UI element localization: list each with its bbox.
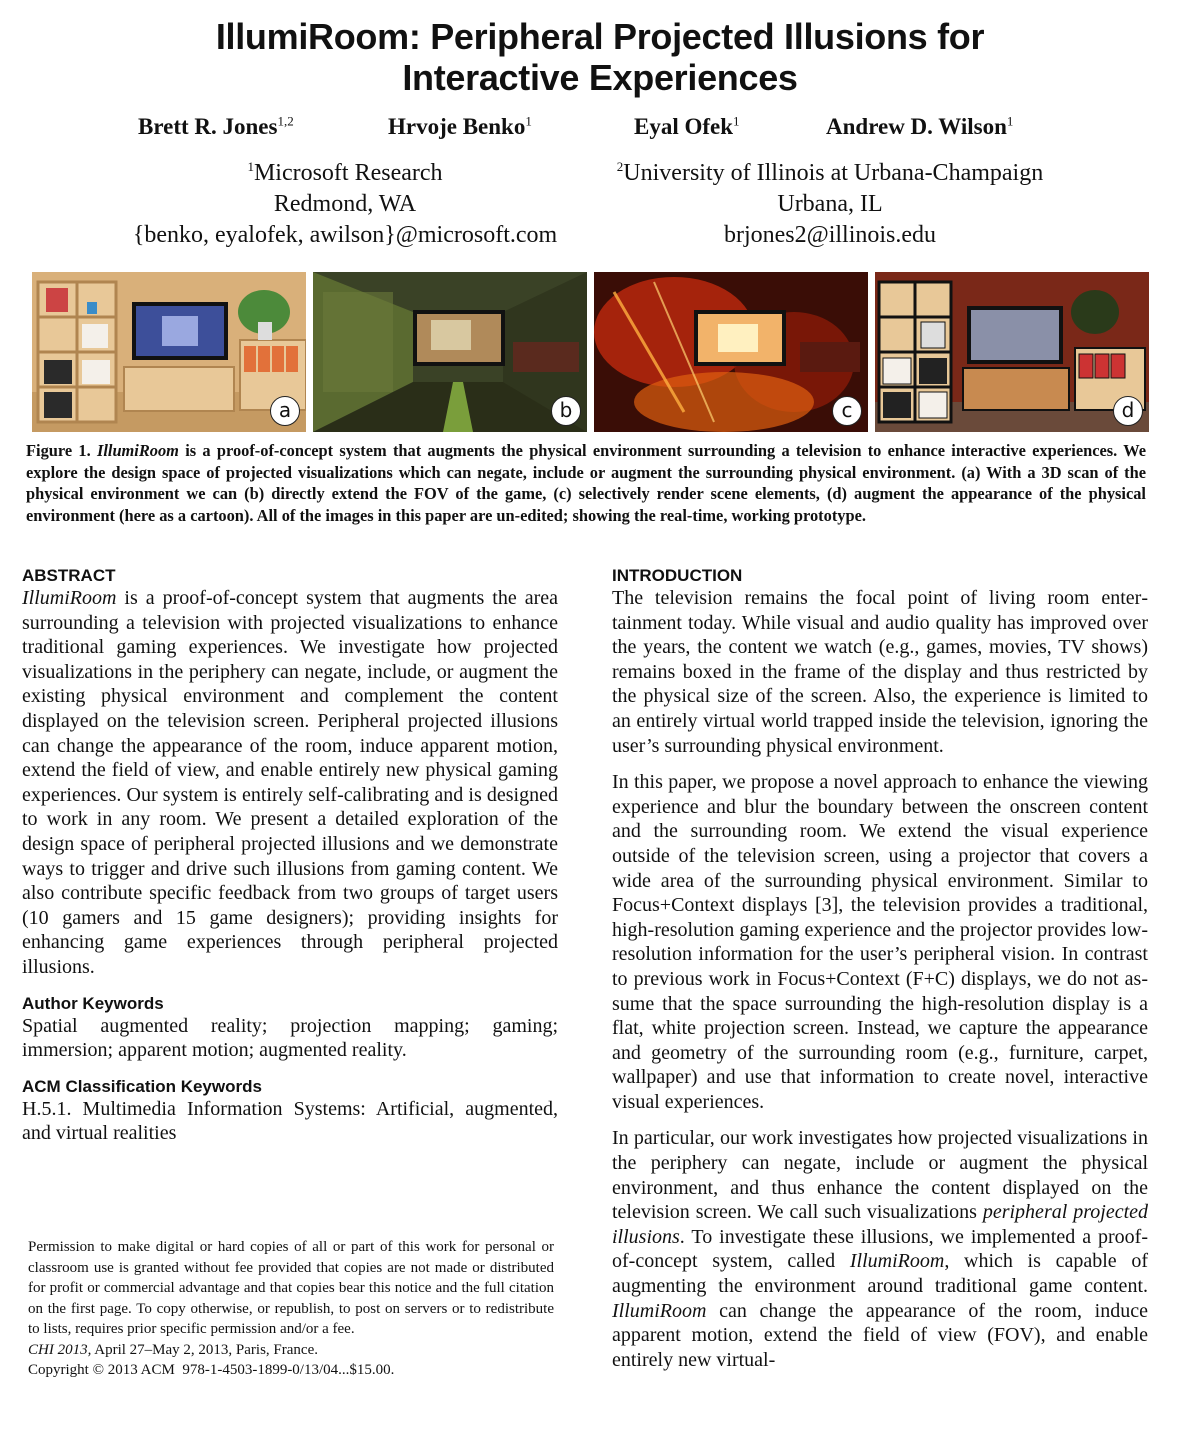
author-keywords-text: Spatial augmented reality; projection mapping; gaming; immersion; apparent motion; augmented reality. <box>22 1014 558 1062</box>
acm-keywords-text: H.5.1. Multimedia Information Systems: Artificial, augmented, and virtual realities <box>22 1097 558 1145</box>
abstract-heading: ABSTRACT <box>22 566 116 585</box>
intro-paragraph-2: In this paper, we propose a novel approach to enhance the viewing experience and blur the boundary between the onscreen content and the surrounding room. We extend the visual experience outside of the television screen, using a projector that covers a wide area of the surrounding physical environment. Similar to Focus+Context displays [3], the television provides a traditional, high-resolution gaming experience and the projector provides low-resolution information for the user’s peripheral vision. In contrast to previous work in Focus+Context (F+C) displays, we do not assume that the space surrounding the high-resolution display is a flat, white projection screen. Instead, we capture the appearance and geometry of the surrounding room (e.g., furniture, carpet, wallpaper) and use that information to create novel, interactive visual experiences. <box>612 771 1148 1113</box>
author-benko: Hrvoje Benko$^1$ <box>388 113 532 139</box>
left-column <box>22 566 558 1146</box>
introduction-heading: INTRODUCTION <box>612 566 743 585</box>
permission-text: Permission to make digital or hard copies of all or part of this work for personal or classroom use is granted without fee provided that copies are not made or distributed for profit or commercial advantage and that copies bear this notice and the full citation on the first page. To copy otherwise, or republish, to post on servers or to redistribute to lists, requires prior specific permission and/or a fee. <box>28 1239 554 1337</box>
author-wilson: Andrew D. Wilson$^1$ <box>826 113 1014 139</box>
permission-block <box>28 1237 554 1381</box>
author-keywords-heading: Author Keywords <box>22 993 164 1013</box>
figure-panel-d <box>875 272 1149 432</box>
panel-label-b: b <box>551 396 581 426</box>
figure-panel-a <box>32 272 306 432</box>
intro-paragraph-1: The television remains the focal point of living room entertainment today. While visual and audio quality has improved over the years, the content we watch (e.g., games, movies, TV shows) remains boxed in the frame of the display and thus restricted by the physical size of the screen. Also, the experience is limited to an entirely virtual world trapped inside the television, ignoring the user’s surrounding physical environment. <box>612 587 1148 757</box>
panel-label-a: a <box>270 396 300 426</box>
acm-keywords-heading: ACM Classification Keywords <box>22 1076 262 1096</box>
author-jones: Brett R. Jones$^{1,2}$ <box>138 113 294 139</box>
figure-1 <box>32 272 1142 432</box>
abstract-text: IllumiRoom is a proof-of-concept system that augments the area surrounding a television with projected visualizations to enhance traditional gaming experiences. We investigate how projected visualizations in the periphery can negate, include, or augment the existing physical environment and complement the content displayed on the television screen. Peripheral projected illusions can change the appearance of the room, induce apparent motion, extend the field of view, and enable entirely new physical gaming experiences. Our system is entirely self-calibrating and is designed to work in any room. We present a detailed exploration of the design space of peripheral projected illusions and we demonstrate ways to trigger and drive such illusions from gaming content. We also contribute specific feedback from two groups of target users (10 gamers and 15 game designers); providing insights for enhancing game experiences through peripheral projected illusions. <box>22 587 558 978</box>
affiliation-microsoft: $^1$Microsoft Research Redmond, WA {benko, eyalofek, awilson}@microsoft.com <box>132 159 558 248</box>
title-line-2: Interactive Experiences <box>402 57 798 98</box>
figure-panel-b <box>313 272 587 432</box>
paper-title <box>0 16 1200 98</box>
affiliation-illinois: $^2$University of Illinois at Urbana-Champaign Urbana, IL brjones2@illinois.edu <box>616 159 1044 248</box>
copyright-line: Copyright © 2013 ACM 978-1-4503-1899-0/13/04...$15.00. <box>28 1362 395 1378</box>
author-ofek: Eyal Ofek$^1$ <box>634 113 740 139</box>
title-line-1: IllumiRoom: Peripheral Projected Illusions for <box>215 16 985 57</box>
panel-label-d: d <box>1113 396 1143 426</box>
conference-line: CHI 2013, April 27–May 2, 2013, Paris, France. <box>28 1341 318 1358</box>
figure-panel-c <box>594 272 868 432</box>
right-column <box>612 566 1148 1372</box>
panel-label-c: c <box>832 396 862 426</box>
figure-caption: Figure 1. IllumiRoom is a proof-of-concept system that augments the physical environment surrounding a television to enhance interactive experiences. We explore the design space of projected visualizations which can negate, include or augment the surrounding physical environment. (a) With a 3D scan of the physical environment we can (b) directly extend the FOV of the game, (c) selectively render scene elements, (d) augment the appearance of the physical environment (here as a cartoon). All of the images in this paper are un-edited; showing the real-time, working prototype. <box>26 441 1146 525</box>
intro-paragraph-3: In particular, our work investigates how projected visualizations in the periphery can negate, include or augment the physical environment, and thus enhance the content displayed on the television screen. We call such visualizations peripheral projected illusions. To investigate these illusions, we implemented a proof-of-concept system, called IllumiRoom, which is capable of augmenting the environment around traditional game content. IllumiRoom can change the appearance of the room, induce apparent motion, extend the field of view (FOV), and enable entirely new virtual- <box>612 1127 1149 1371</box>
